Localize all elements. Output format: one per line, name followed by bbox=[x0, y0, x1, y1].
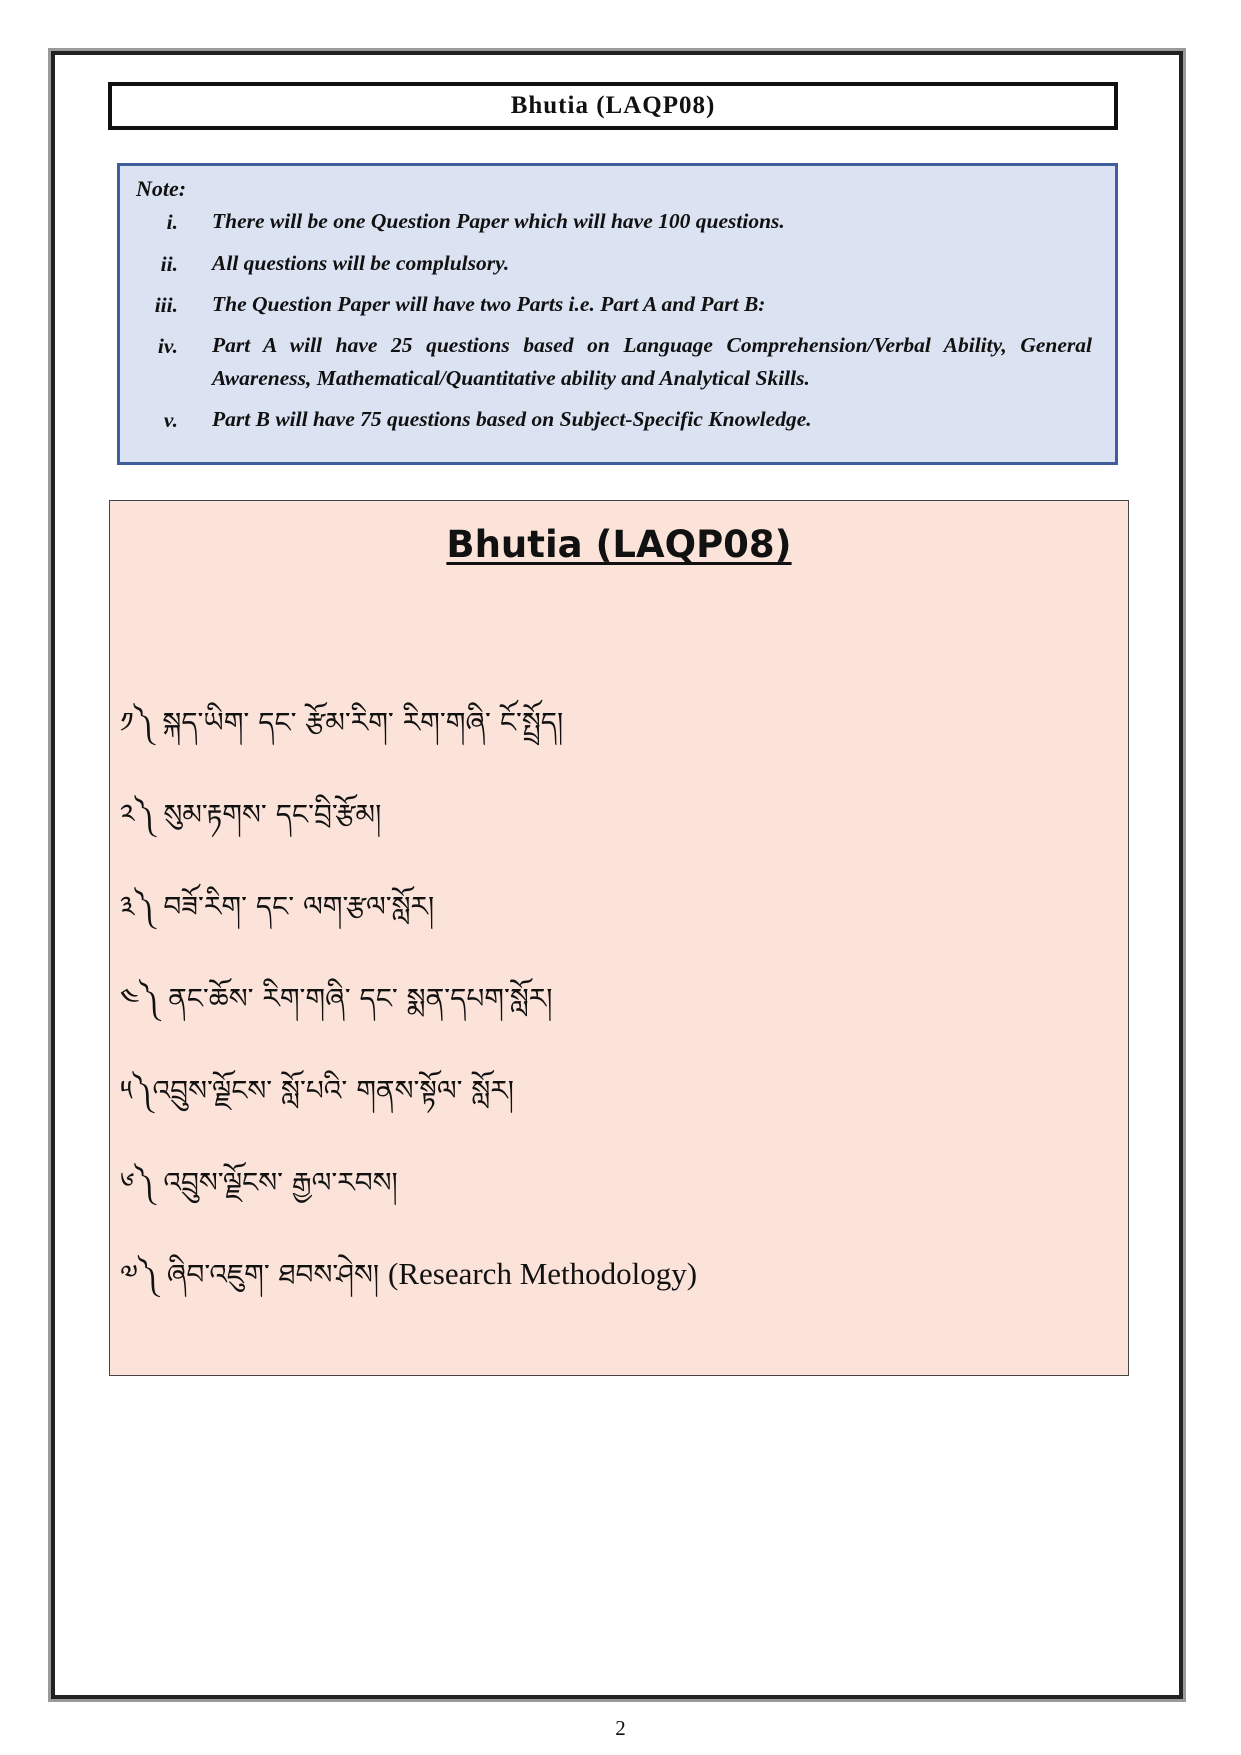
syllabus-topic bbox=[120, 691, 563, 770]
syllabus-topic bbox=[120, 875, 434, 954]
topic-text: ༧༽ ཞིབ་འཇུག་ ཐབས་ཤེས། bbox=[120, 1258, 380, 1291]
topic-latin-gloss: (Research Methodology) bbox=[388, 1256, 698, 1291]
topic-text: ༢༽ སུམ་རྟགས་ དང་བྲི་རྩོམ། bbox=[120, 798, 382, 831]
page-number: 2 bbox=[615, 1716, 626, 1740]
syllabus-topic bbox=[120, 1151, 398, 1230]
header-banner bbox=[108, 82, 1118, 130]
note-panel bbox=[117, 163, 1118, 465]
topic-text: ༣༽ བཟོ་རིག་ དང་ ལག་རྩལ་སློར། bbox=[120, 890, 435, 923]
topic-text: ༡༽ སྐད་ཡིག་ དང་ རྩོམ་རིག་ རིག་གཞི་ ངོ་སྤྲོད། bbox=[120, 706, 564, 739]
note-item-number: ii. bbox=[160, 252, 178, 276]
syllabus-topic bbox=[120, 1059, 514, 1138]
syllabus-panel bbox=[109, 500, 1129, 1376]
syllabus-topic bbox=[120, 967, 552, 1046]
note-item-number: iii. bbox=[154, 293, 178, 317]
syllabus-topic bbox=[120, 783, 381, 862]
note-item-text: The Question Paper will have two Parts i.e. Part A and Part B: bbox=[212, 292, 766, 316]
note-item-number: iv. bbox=[157, 334, 178, 358]
note-item-text: All questions will be complulsory. bbox=[212, 251, 510, 275]
note-item-number: i. bbox=[166, 210, 178, 234]
syllabus-topic bbox=[120, 1243, 697, 1322]
note-item-number: v. bbox=[163, 408, 178, 432]
note-heading: Note: bbox=[136, 176, 187, 201]
header-title: Bhutia (LAQP08) bbox=[510, 92, 716, 119]
topic-text: ༤༽ ནང་ཆོས་ རིག་གཞི་ དང་ སྨན་དཔག་སློར། bbox=[120, 982, 553, 1015]
note-item-text: There will be one Question Paper which will have 100 questions. bbox=[212, 209, 785, 233]
topic-text: ༦༽ འབྲུས་ལྗོངས་ རྒྱལ་རབས། bbox=[120, 1166, 398, 1199]
note-item-text: Part A will have 25 questions based on Language Comprehension/Verbal Ability, General Awareness, Mathematical/Quantitative ability and Analytical Skills. bbox=[212, 333, 1092, 390]
syllabus-title: Bhutia (LAQP08) bbox=[446, 523, 792, 566]
note-item-text: Part B will have 75 questions based on Subject-Specific Knowledge. bbox=[212, 407, 812, 431]
topic-text: ༥༽འབྲུས་ལྗོངས་ སློ་པའི་ གནས་སྟོལ་ སློར། bbox=[120, 1074, 514, 1107]
